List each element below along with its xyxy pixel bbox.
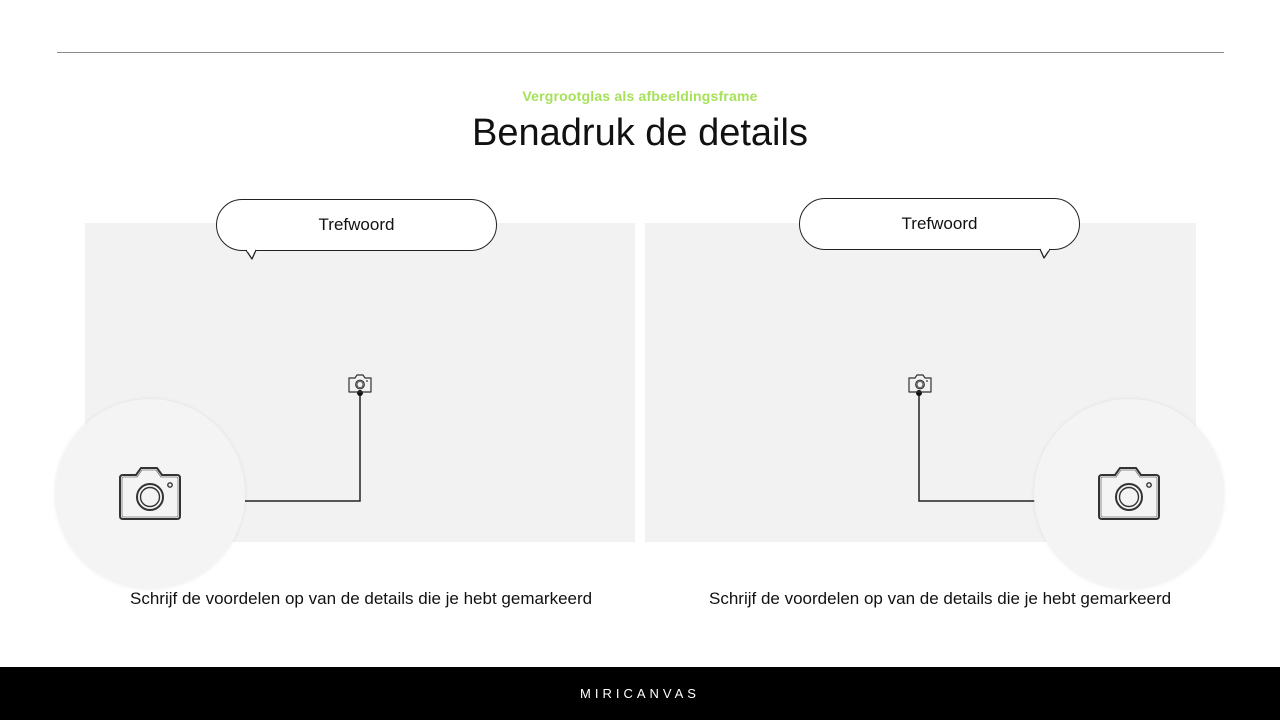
camera-icon — [1095, 466, 1163, 522]
magnifier-frame-left[interactable] — [55, 399, 245, 589]
slide-subtitle: Vergrootglas als afbeeldingsframe — [522, 88, 758, 104]
keyword-bubble-right[interactable] — [799, 198, 1080, 250]
keyword-label: Trefwoord — [318, 215, 395, 234]
slide-title: Benadruk de details — [472, 112, 808, 154]
top-divider — [57, 52, 1224, 53]
caption-right: Schrijf de voordelen op van de details die je hebt gemarkeerd — [709, 589, 1172, 608]
footer-bar — [0, 667, 1280, 720]
brand-logo: MIRICANVAS — [580, 686, 700, 701]
magnifier-frame-right[interactable] — [1034, 399, 1224, 589]
keyword-bubble-left[interactable] — [216, 199, 497, 251]
camera-icon[interactable] — [347, 372, 373, 394]
caption-left: Schrijf de voordelen op van de details die je hebt gemarkeerd — [130, 589, 593, 608]
keyword-label: Trefwoord — [901, 214, 978, 233]
camera-icon[interactable] — [907, 372, 933, 394]
camera-icon — [116, 466, 184, 522]
